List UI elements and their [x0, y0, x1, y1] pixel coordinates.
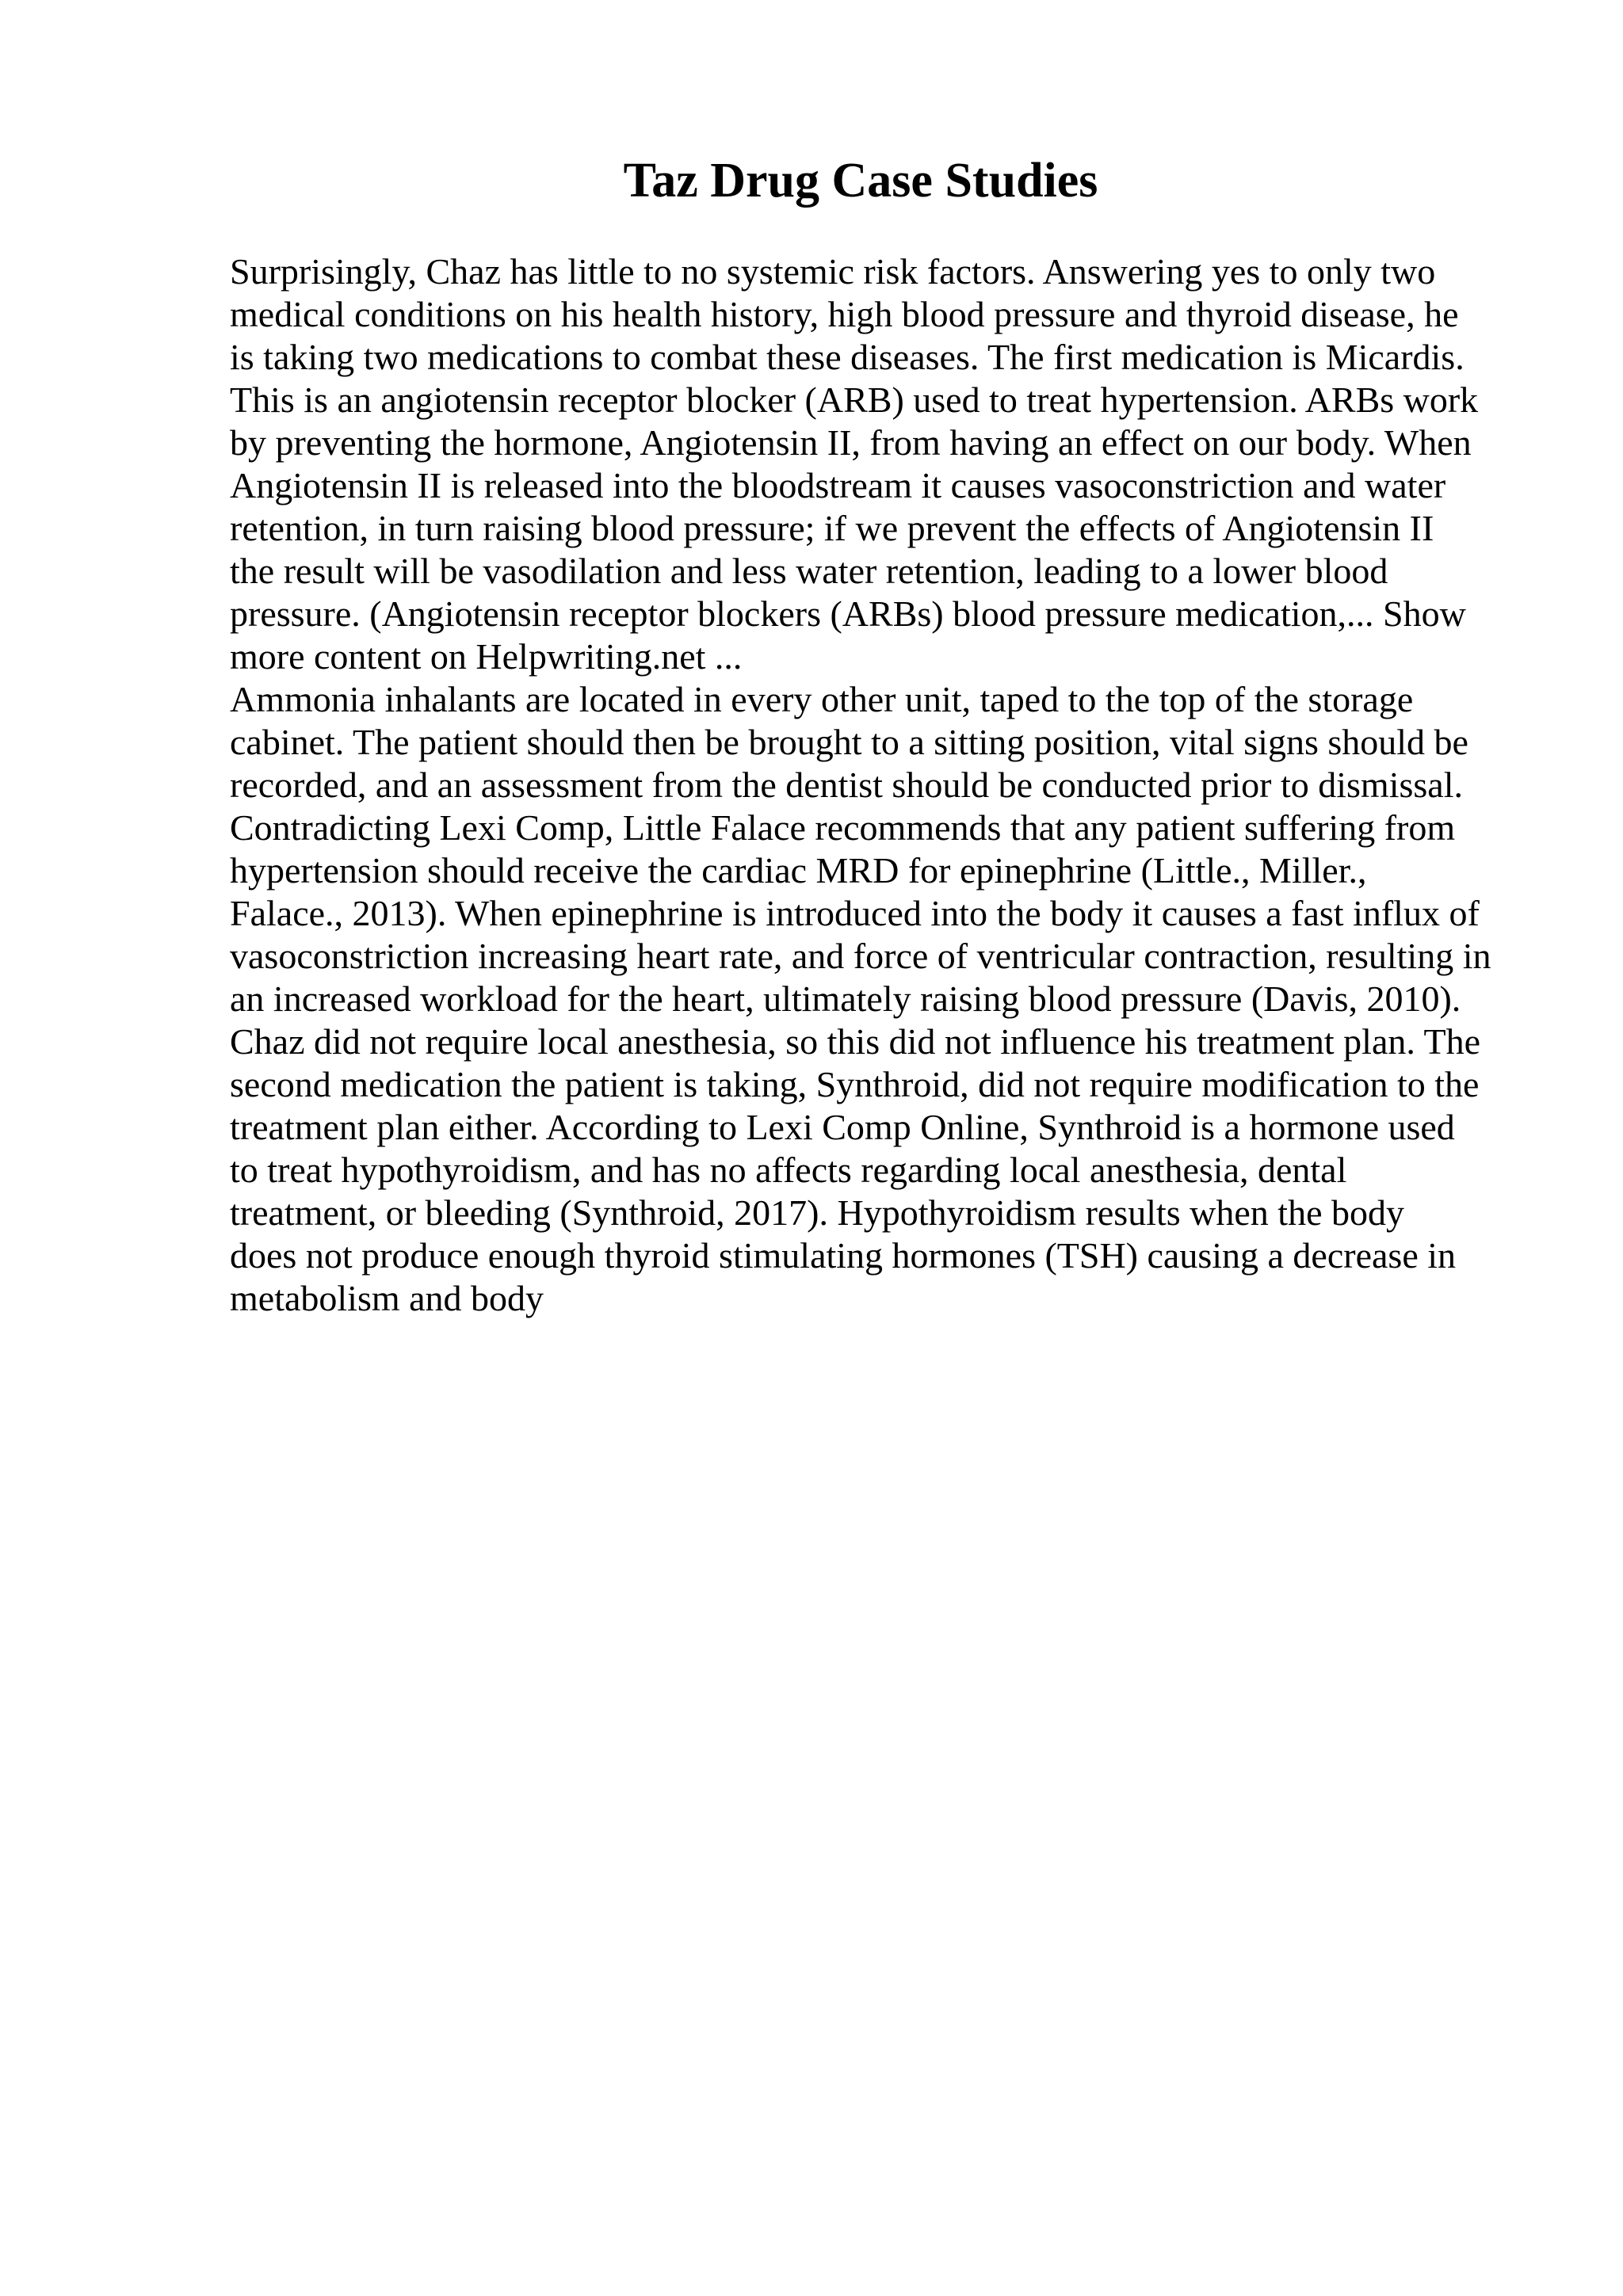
- text-line: an increased workload for the heart, ultimately raising blood pressure (Davis, 2010).: [230, 978, 1461, 1019]
- text-line: does not produce enough thyroid stimulating hormones (TSH) causing a decrease in: [230, 1235, 1457, 1276]
- text-line: is taking two medications to combat these diseases. The first medication is Micardis.: [230, 337, 1465, 377]
- text-line: Angiotensin II is released into the bloodstream it causes vasoconstriction and water: [230, 465, 1446, 505]
- text-line: by preventing the hormone, Angiotensin II, from having an effect on our body. When: [230, 422, 1472, 463]
- text-line: treatment, or bleeding (Synthroid, 2017). Hypothyroidism results when the body: [230, 1192, 1404, 1233]
- text-line: cabinet. The patient should then be brought to a sitting position, vital signs should be: [230, 722, 1468, 762]
- text-line: This is an angiotensin receptor blocker (ARB) used to treat hypertension. ARBs work: [230, 379, 1479, 420]
- text-line: Surprisingly, Chaz has little to no systemic risk factors. Answering yes to only two: [230, 251, 1436, 292]
- text-line: Contradicting Lexi Comp, Little Falace recommends that any patient suffering from: [230, 807, 1456, 848]
- text-line: Falace., 2013). When epinephrine is introduced into the body it causes a fast influx of: [230, 893, 1480, 933]
- text-line: Ammonia inhalants are located in every other unit, taped to the top of the storage: [230, 679, 1414, 719]
- paragraph: [230, 250, 1491, 678]
- text-line: second medication the patient is taking, Synthroid, did not require modification to the: [230, 1064, 1480, 1104]
- text-line: hypertension should receive the cardiac MRD for epinephrine (Little., Miller.,: [230, 850, 1367, 891]
- page-title: Taz Drug Case Studies: [623, 154, 1098, 208]
- text-line: treatment plan either. According to Lexi Comp Online, Synthroid is a hormone used: [230, 1107, 1455, 1147]
- paragraph: [230, 678, 1491, 1320]
- text-line: Chaz did not require local anesthesia, so this did not influence his treatment plan. The: [230, 1021, 1481, 1062]
- document-body: [230, 250, 1491, 1320]
- text-line: medical conditions on his health history, high blood pressure and thyroid disease, he: [230, 294, 1459, 334]
- text-line: metabolism and body: [230, 1278, 544, 1318]
- text-line: pressure. (Angiotensin receptor blockers (ARBs) blood pressure medication,... Show: [230, 593, 1466, 634]
- text-line: recorded, and an assessment from the dentist should be conducted prior to dismissal.: [230, 765, 1463, 805]
- text-line: more content on Helpwriting.net ...: [230, 636, 743, 677]
- text-line: vasoconstriction increasing heart rate, and force of ventricular contraction, resulting in: [230, 936, 1491, 976]
- text-line: the result will be vasodilation and less water retention, leading to a lower blood: [230, 551, 1388, 591]
- text-line: retention, in turn raising blood pressure; if we prevent the effects of Angiotensin II: [230, 508, 1434, 548]
- text-line: to treat hypothyroidism, and has no affects regarding local anesthesia, dental: [230, 1150, 1347, 1190]
